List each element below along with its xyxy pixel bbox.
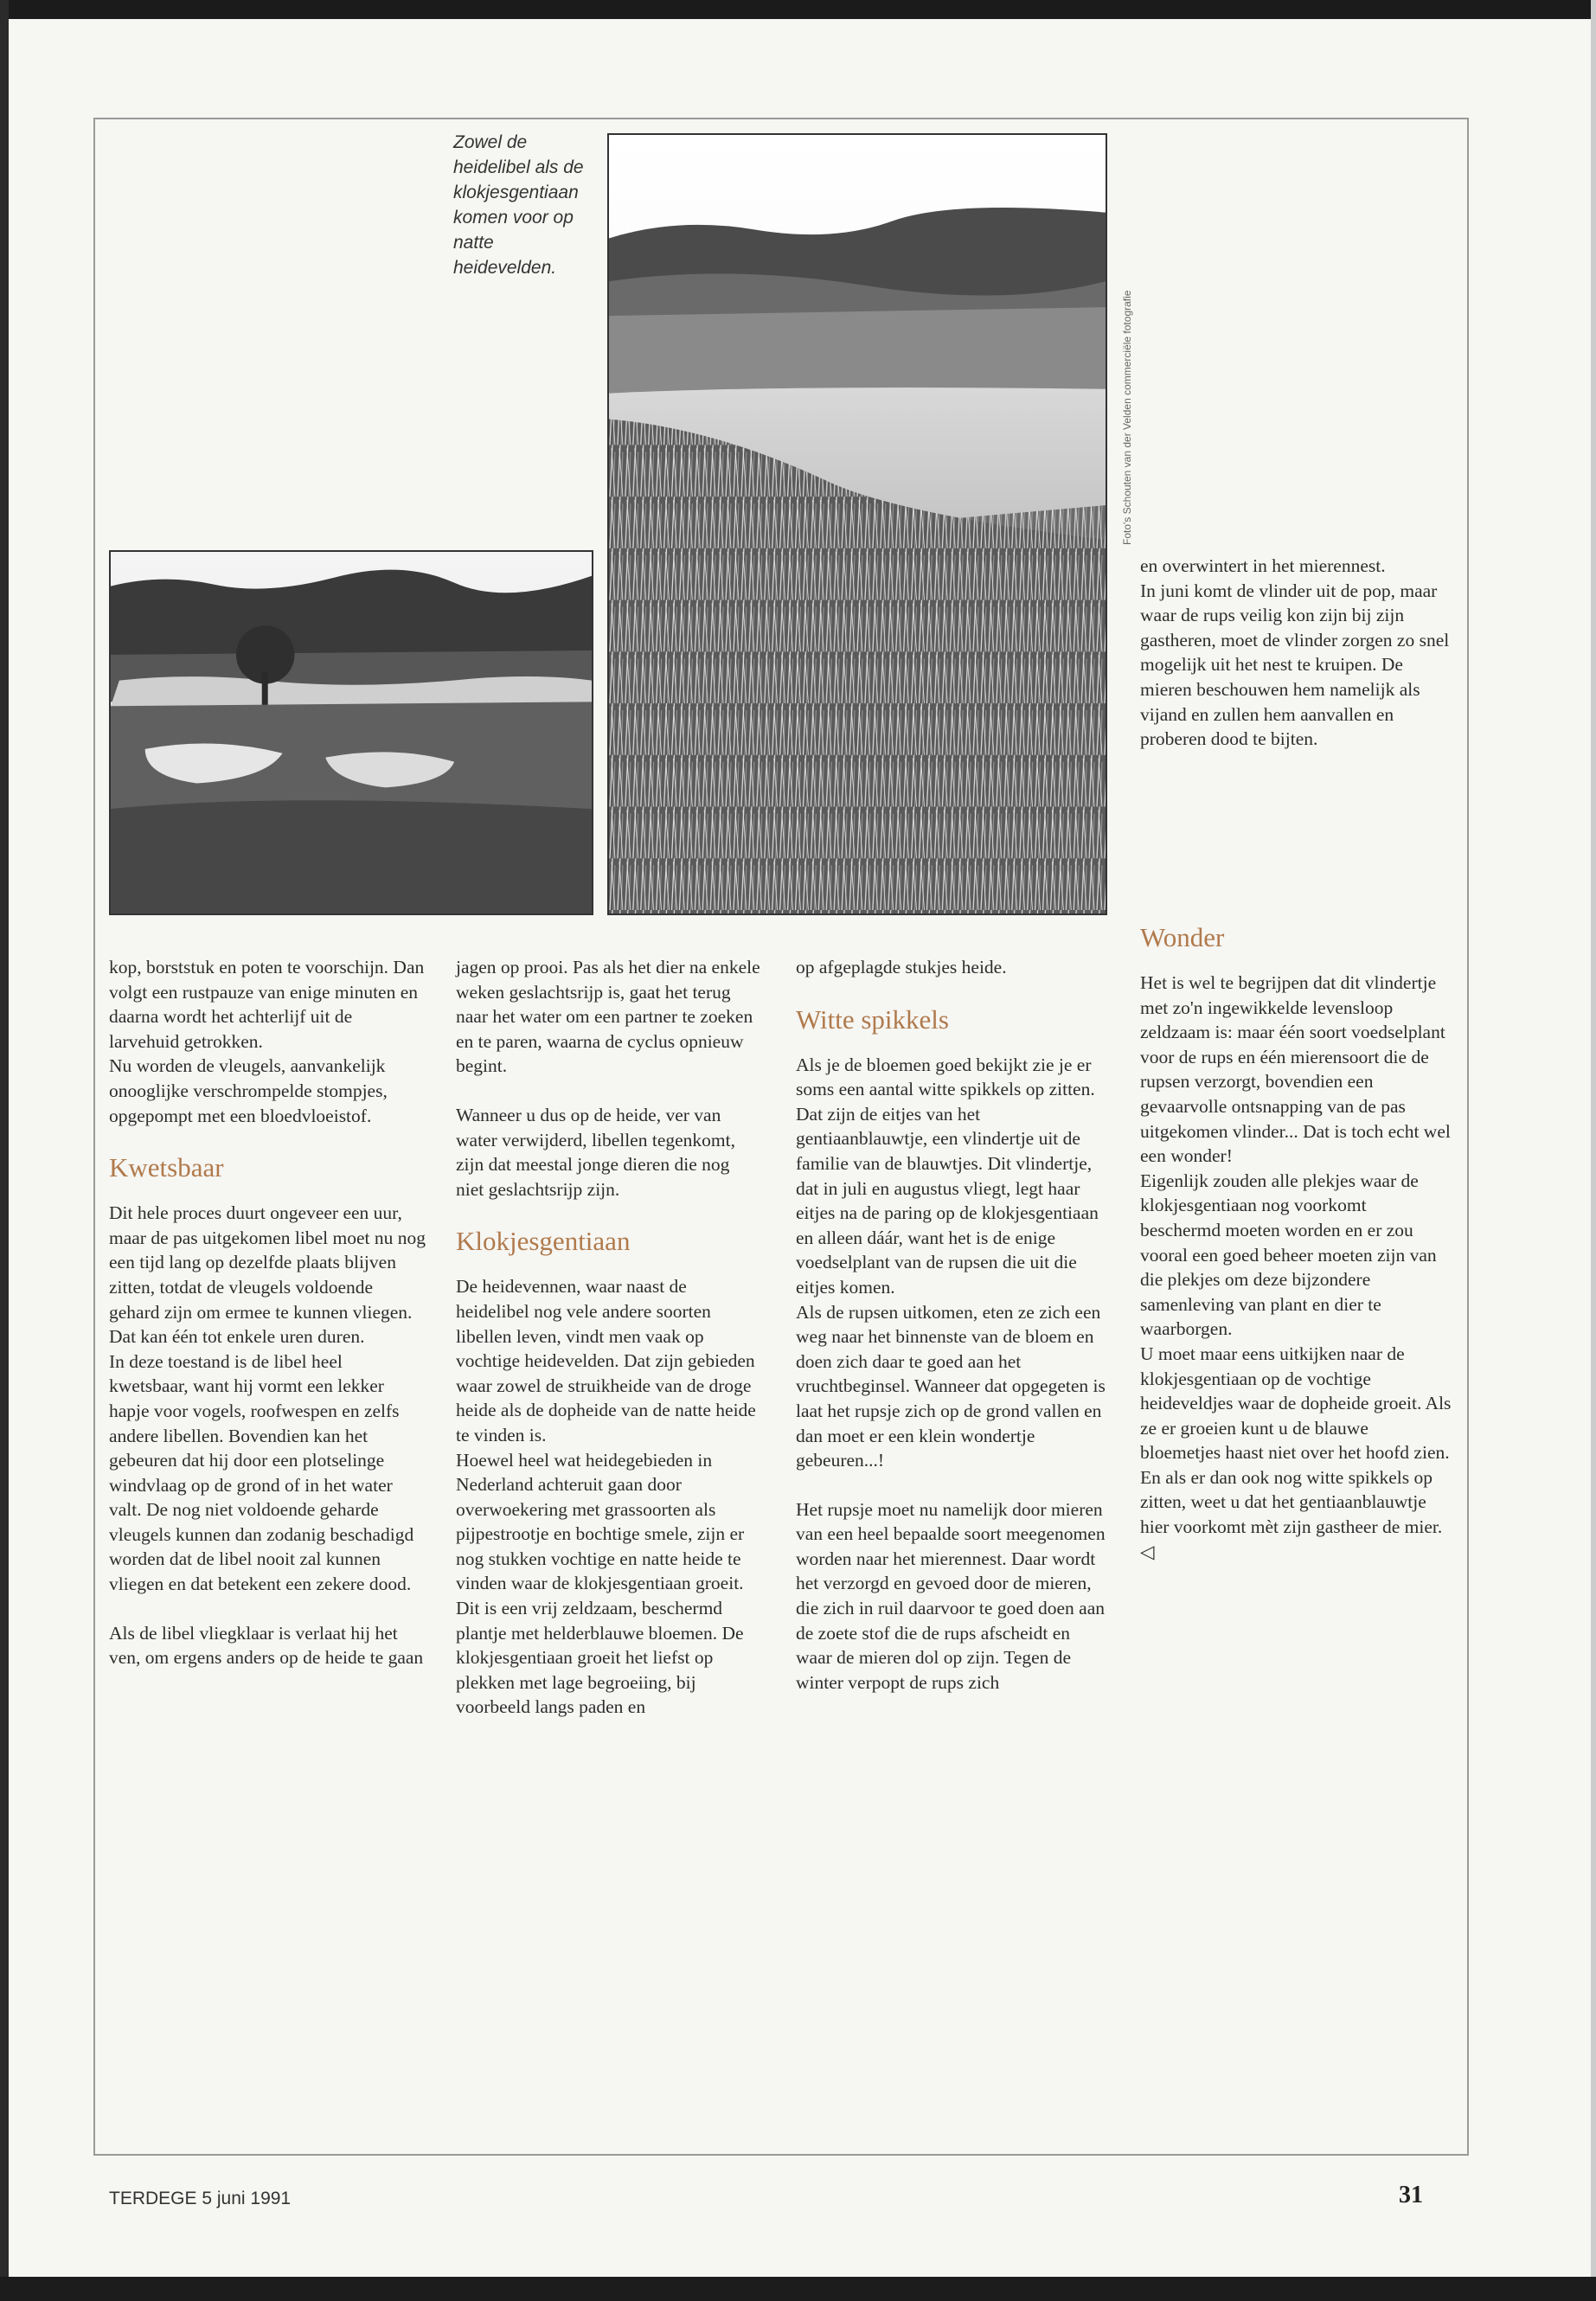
photo-heath-pond-image (111, 552, 592, 913)
article-column-2 (456, 955, 760, 1720)
column-2-paragraph-2: Wanneer u dus op de heide, ver van water verwijderd, libellen tegenkomt, zijn dat meestal jonge dieren die nog niet geslachtsrijp zijn. (456, 1104, 735, 1200)
photo-heath-pond (109, 550, 593, 915)
scan-border-bottom (0, 2277, 1596, 2301)
column-2-paragraph-1: jagen op prooi. Pas als het dier na enkele weken geslachtsrijp is, gaat het terug naar het water om een partner te zoeken en te paren, waarna de cyclus opnieuw begint. (456, 957, 760, 1077)
column-3-paragraph-4: Als de rupsen uitkomen, eten ze zich een weg naar het binnenste van de bloem en doen zich daar te goed aan het vruchtbeginsel. Wanneer dat opgegeten is laat het rupsje zich op de grond vallen en dan moet er een klein wondertje gebeuren...! (796, 1301, 1106, 1471)
column-3-paragraph-1: op afgeplagde stukjes heide. (796, 957, 1007, 977)
column-1-paragraph-1: kop, borststuk en poten te voorschijn. Dan volgt een rustpauze van enige minuten en daarna wordt het achterlijf uit de larvehuid getrokken. (109, 957, 425, 1052)
scan-border-left (0, 0, 9, 2301)
column-4-paragraph-3: Het is wel te begrijpen dat dit vlindertje met zo'n ingewikkelde levensloop zeldzaam is: maar één soort voedselplant voor de rups en één mierensoort die de rupsen verzorgt, bovendien een gevaarvolle ontsnapping van de pas uitgekomen vlinder... Dat is toch echt wel een wonder! (1140, 972, 1451, 1167)
column-1-paragraph-3: Dit hele proces duurt ongeveer een uur, maar de pas uitgekomen libel moet nu nog een tijd lang op dezelfde plaats blijven zitten, totdat de vleugels voldoende gehard zijn om ermee te kunnen vliegen. Dat kan één tot enkele uren duren. (109, 1202, 426, 1348)
column-2-paragraph-4: Hoewel heel wat heidegebieden in Nederland achteruit gaan door overwoekering met grassoorten als pijpestrootje en bochtige smele, zijn er nog stukken vochtige en natte heide te vinden waar de klokjesgentiaan groeit. Dit is een vrij zeldzaam, beschermd plantje met helderblauwe bloemen. De klokjesgentiaan groeit het liefst op plekken met lage begroeiing, bij voorbeeld langs paden en (456, 1449, 745, 1718)
article-column-3 (796, 955, 1107, 1695)
column-4-paragraph-4: Eigenlijk zouden alle plekjes waar de klokjesgentiaan nog voorkomt beschermd moeten worden en er zou vooral een goed beheer moeten zijn van die plekjes om deze bijzondere samenleving van plant en dier te waarborgen. (1140, 1170, 1437, 1340)
article-column-4 (1140, 922, 1452, 1564)
heading-witte-spikkels: Witte spikkels (796, 1003, 949, 1035)
photo-grass-pond-image (609, 135, 1106, 913)
article-column-4-top (1140, 554, 1452, 752)
column-1-paragraph-5: Als de libel vliegklaar is verlaat hij het ven, om ergens anders op de heide te gaan (109, 1622, 424, 1669)
photo-grass-pond (607, 133, 1107, 915)
column-3-paragraph-3: Dat zijn de eitjes van het gentiaanblauwtje, een vlindertje uit de familie van de blauwtjes. Dit vlindertje, dat in juli en augustus vliegt, legt haar eitjes na de paring op de klokjesgentiaan en alleen dáár, want het is de enige voedselplant van de rupsen die uit die eitjes komen. (796, 1103, 1099, 1298)
column-3-paragraph-2: Als je de bloemen goed bekijkt zie je er soms een aantal witte spikkels op zitten. (796, 1054, 1095, 1100)
column-4-paragraph-2: In juni komt de vlinder uit de pop, maar waar de rups veilig kon zijn bij zijn gastheren, moet de vlinder zorgen zo snel mogelijk uit het nest te kruipen. De mieren beschouwen hem namelijk als vijand en zullen hem aanvallen en proberen dood te bijten. (1140, 580, 1450, 750)
photo-caption: Zowel de heidelibel als de klokjesgentiaan komen voor op natte heidevelden. (453, 132, 584, 278)
scan-border-top (0, 0, 1596, 19)
page-number: 31 (1399, 2182, 1423, 2208)
column-4-paragraph-1: en overwintert in het mierennest. (1140, 555, 1386, 576)
article-column-1 (109, 955, 426, 1670)
heading-kwetsbaar: Kwetsbaar (109, 1152, 224, 1183)
heading-wonder: Wonder (1140, 922, 1225, 952)
heading-klokjesgentiaan: Klokjesgentiaan (456, 1226, 631, 1257)
column-4-paragraph-5: U moet maar eens uitkijken naar de klokjesgentiaan op de vochtige heideveldjes waar de dopheide groeit. Als ze er groeien kunt u de blauwe bloemetjes haast niet over het hoofd zien. En als er dan ook nog witte spikkels op zitten, weet u dat het gentiaanblauwtje hier voorkomt mèt zijn gastheer de mier. ◁ (1140, 1343, 1452, 1562)
column-3-paragraph-5: Het rupsje moet nu namelijk door mieren van een heel bepaalde soort meegenomen worden naar het mierennest. Daar wordt het verzorgd en gevoed door de mieren, die zich in ruil daarvoor te goed doen aan de zoete stof die de rups afscheidt en waar de mieren dol op zijn. Tegen de winter verpopt de rups zich (796, 1498, 1106, 1693)
column-2-paragraph-3: De heidevennen, waar naast de heidelibel nog vele andere soorten libellen leven, vindt men vaak op vochtige heidevelden. Dat zijn gebieden waar zowel de struikheide van de droge heide als de dopheide van de natte heide te vinden is. (456, 1276, 756, 1445)
scan-border-right (1591, 0, 1596, 2301)
column-1-paragraph-4: In deze toestand is de libel heel kwetsbaar, want hij vormt een lekker hapje voor vogels, roofwespen en zelfs andere libellen. Bovendien kan het gebeuren dat hij door een plotselinge windvlaag op de grond of in het water valt. De nog niet voldoende geharde vleugels kunnen dan zodanig beschadigd worden dat de libel nooit zal kunnen vliegen en dat betekent een zekere dood. (109, 1350, 414, 1595)
column-1-paragraph-2: Nu worden de vleugels, aanvankelijk onooglijke verschrompelde stompjes, opgepompt met een bloedvloeistof. (109, 1055, 388, 1126)
footer-publication: TERDEGE 5 juni 1991 (109, 2189, 292, 2208)
photo-credit: Foto's Schouten van der Velden commerciële fotografie (1121, 290, 1133, 545)
